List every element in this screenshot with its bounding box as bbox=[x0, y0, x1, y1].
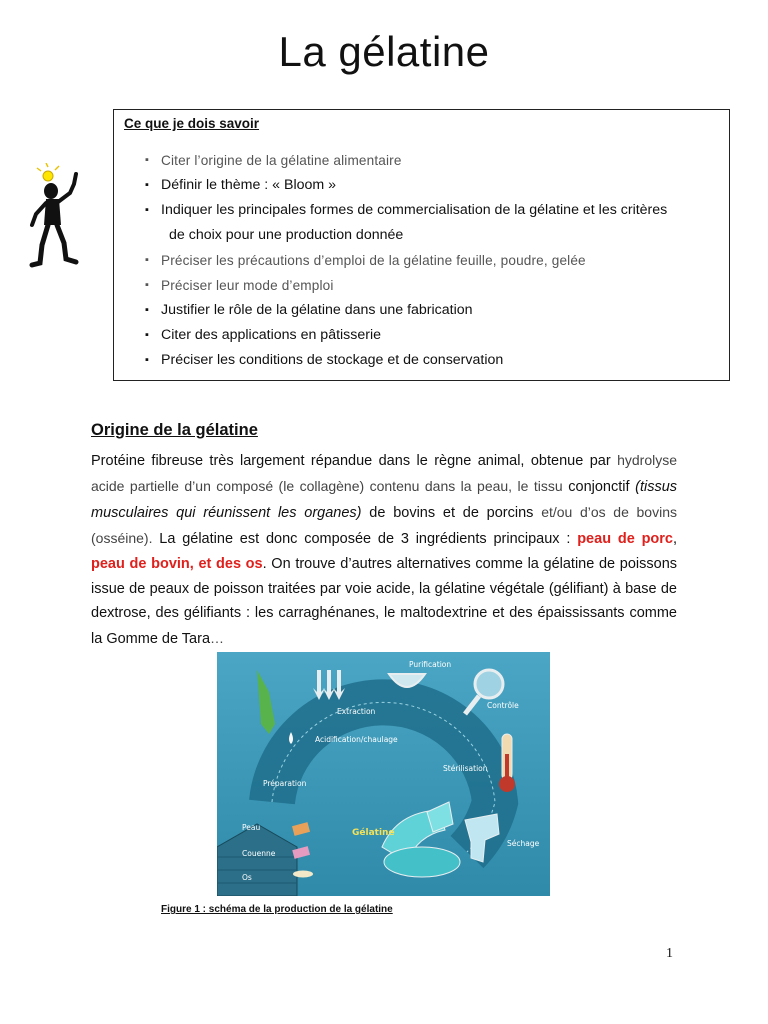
list-item: ▪ Citer des applications en pâtisserie bbox=[144, 323, 719, 348]
list-item: ▪ Préciser les précautions d’emploi de la gélatine feuille, poudre, gelée bbox=[144, 248, 719, 273]
text-fragment: , bbox=[673, 530, 678, 547]
list-item: ▪ Définir le thème : « Bloom » bbox=[144, 173, 719, 198]
text-fragment: conjonctif bbox=[568, 478, 630, 495]
text-fragment: La gélatine est donc composée de 3 ingrédients bbox=[159, 530, 487, 547]
text-fragment: et/ou d’os de bovins (osséine). bbox=[91, 503, 677, 546]
label-couenne: Couenne bbox=[242, 849, 276, 858]
label-preparation: Préparation bbox=[263, 779, 307, 788]
text-fragment-italic: (tissus musculaires qui réunissent les organes) bbox=[91, 478, 678, 521]
list-item: ▪ Préciser leur mode d’emploi bbox=[144, 273, 719, 298]
page-title: La gélatine bbox=[278, 28, 490, 75]
section-heading-origin: Origine de la gélatine bbox=[91, 421, 258, 439]
objectives-heading: Ce que je dois savoir bbox=[124, 116, 260, 131]
label-controle: Contrôle bbox=[487, 701, 519, 710]
text-fragment: … bbox=[210, 630, 225, 647]
text-line: Protéine fibreuse très largement répandue dans le règne animal, obtenue par bbox=[91, 453, 611, 469]
label-gelatine: Gélatine bbox=[352, 828, 395, 838]
origin-paragraph bbox=[91, 448, 677, 652]
list-item-text: Indiquer les principales formes de commercialisation de la gélatine et les critères bbox=[161, 202, 668, 218]
objectives-list bbox=[144, 148, 719, 373]
text-fragment: . On trouve d’autres bbox=[262, 555, 392, 572]
text-fragment: alternatives comme la gélatine de poissons issue de peaux de poisson traitées par voie acide, la gélatine végétale (gélifiant) à base de dextrose, des gélifiants : les carraghénanes, le maltodextrine et des épaississants comme la Gomme de Tara bbox=[91, 555, 678, 648]
label-sterilisation: Stérilisation bbox=[443, 764, 488, 773]
label-sechage: Séchage bbox=[507, 839, 540, 848]
label-purification: Purification bbox=[409, 660, 452, 669]
learning-objectives-box bbox=[113, 109, 730, 381]
label-acidification: Acidification/chaulage bbox=[315, 735, 398, 744]
page-number: 1 bbox=[666, 946, 673, 961]
label-peau: Peau bbox=[242, 823, 261, 832]
text-line: hydrolyse acide partielle d’un composé (le collagène) contenu dans la peau, le tissu bbox=[91, 452, 677, 494]
highlight-ingredient: peau de porc bbox=[577, 530, 673, 547]
text-fragment: de bovins et de porcins bbox=[369, 504, 534, 521]
highlight-ingredient: peau de bovin, et des os bbox=[91, 555, 263, 572]
thinking-person-icon bbox=[28, 163, 88, 269]
list-item: ▪ Justifier le rôle de la gélatine dans une fabrication bbox=[144, 298, 719, 323]
list-item bbox=[144, 198, 719, 248]
text-fragment: principaux : bbox=[493, 530, 571, 547]
label-extraction: Extraction bbox=[337, 707, 376, 716]
figure-caption: Figure 1 : schéma de la production de la gélatine bbox=[161, 904, 393, 915]
list-item: ▪ Préciser les conditions de stockage et de conservation bbox=[144, 348, 719, 373]
magnifier-icon bbox=[475, 670, 503, 698]
label-os: Os bbox=[242, 873, 252, 882]
bone-icon bbox=[293, 871, 313, 878]
extraction-arrows-icon bbox=[313, 670, 345, 700]
list-item: ▪ Citer l’origine de la gélatine alimentaire bbox=[144, 148, 719, 173]
list-item-continuation: de choix pour une production donnée bbox=[169, 227, 404, 243]
production-diagram bbox=[217, 652, 550, 896]
